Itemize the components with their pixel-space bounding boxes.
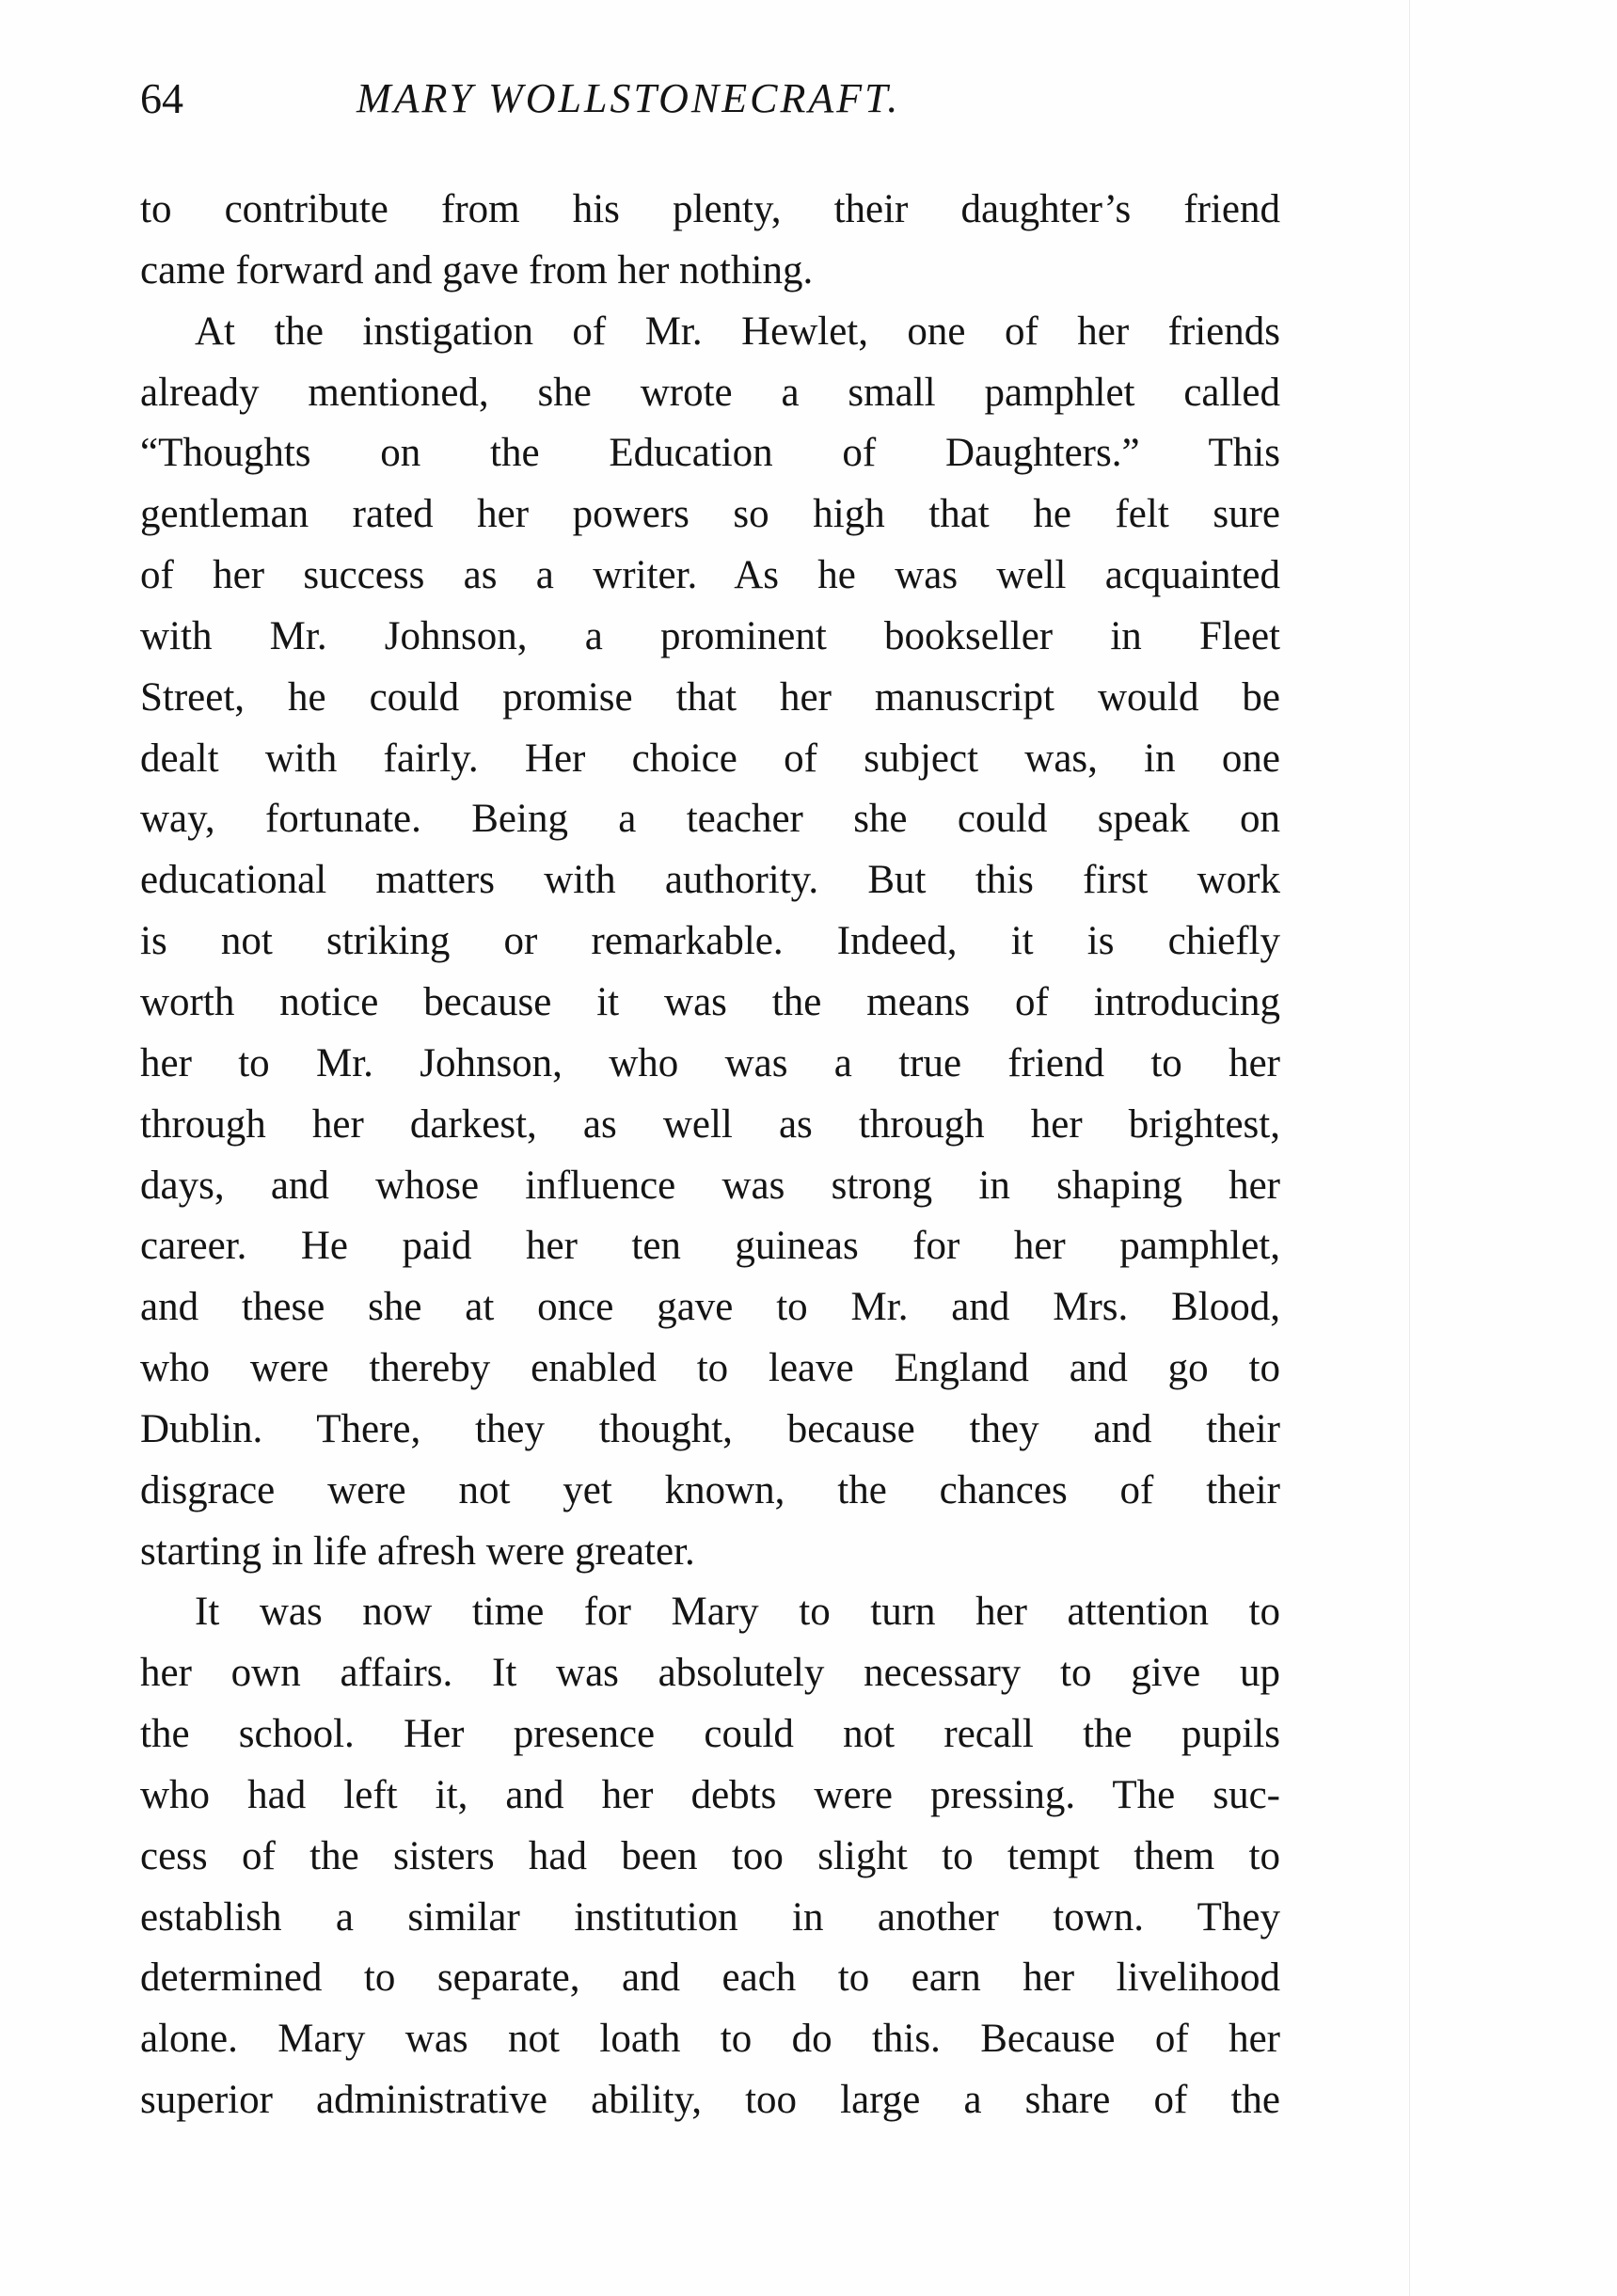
page-number: 64 (140, 74, 183, 122)
text-line: dealt with fairly. Her choice of subject was, in one (140, 736, 1280, 781)
text-line: superior administrative ability, too large a share of the (140, 2078, 1280, 2123)
scan-edge-line (1409, 0, 1410, 2296)
text-line: her own affairs. It was absolutely necessary to give up (140, 1651, 1280, 1696)
text-line: worth notice because it was the means of introducing (140, 979, 1280, 1024)
text-line: determined to separate, and each to earn her livelihood (140, 1956, 1280, 2001)
text-line: career. He paid her ten guineas for her pamphlet, (140, 1224, 1280, 1269)
text-line: came forward and gave from her nothing. (140, 247, 814, 293)
text-line: already mentioned, she wrote a small pamphlet called (140, 370, 1280, 415)
text-line: with Mr. Johnson, a prominent bookseller in Fleet (140, 613, 1280, 658)
text-line: disgrace were not yet known, the chances of their (140, 1467, 1280, 1512)
text-line: the school. Her presence could not recall the pupils (140, 1712, 1280, 1757)
text-line: way, fortunate. Being a teacher she could speak on (140, 797, 1280, 842)
text-line: who were thereby enabled to leave England and go to (140, 1346, 1280, 1391)
text-line: starting in life afresh were greater. (140, 1528, 695, 1574)
text-line: days, and whose influence was strong in shaping her (140, 1163, 1280, 1208)
text-line: her to Mr. Johnson, who was a true friend to her (140, 1040, 1280, 1085)
text-line: alone. Mary was not loath to do this. Because of her (140, 2017, 1280, 2062)
text-line: “Thoughts on the Education of Daughters.” This (140, 431, 1280, 476)
text-line: Dublin. There, they thought, because they and their (140, 1406, 1280, 1451)
text-line: It was now time for Mary to turn her attention to (195, 1590, 1280, 1635)
text-line: through her darkest, as well as through her brightest, (140, 1101, 1280, 1147)
text-line: of her success as a writer. As he was well acquainted (140, 553, 1280, 598)
page-header (140, 70, 1280, 128)
text-line: is not striking or remarkable. Indeed, it is chiefly (140, 919, 1280, 964)
text-line: cess of the sisters had been too slight to tempt them to (140, 1833, 1280, 1878)
text-line: gentleman rated her powers so high that he felt sure (140, 492, 1280, 537)
text-line: to contribute from his plenty, their daughter’s friend (140, 187, 1280, 231)
text-line: Street, he could promise that her manuscript would be (140, 674, 1280, 720)
text-line: educational matters with authority. But this first work (140, 858, 1280, 903)
text-line: who had left it, and her debts were pressing. The suc- (140, 1772, 1280, 1817)
text-line: At the instigation of Mr. Hewlet, one of her friends (195, 309, 1280, 354)
text-line: establish a similar institution in another town. They (140, 1894, 1280, 1940)
text-line: and these she at once gave to Mr. and Mrs. Blood, (140, 1285, 1280, 1330)
body-text (140, 180, 1280, 2131)
running-title: MARY WOLLSTONECRAFT. (357, 75, 901, 121)
